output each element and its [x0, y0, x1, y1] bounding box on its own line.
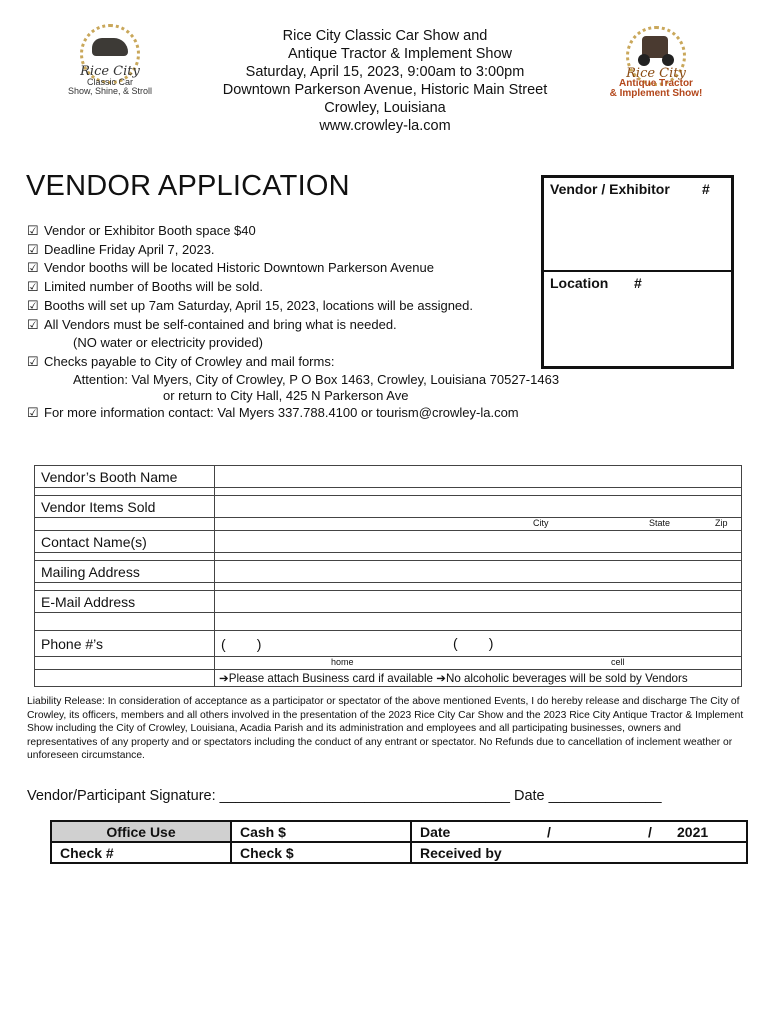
cell-caption: cell — [611, 657, 625, 667]
logo-script: Rice City — [626, 66, 686, 81]
checkbox-checked-icon: ☑ — [27, 279, 39, 295]
mailing-address-label: Mailing Address — [35, 561, 215, 583]
date-field[interactable] — [411, 821, 747, 842]
logo-subtitle: Classic Car — [86, 77, 133, 87]
location-number-field[interactable] — [544, 272, 731, 366]
cash-field[interactable]: Cash $ — [231, 821, 411, 842]
checkbox-checked-icon: ☑ — [27, 223, 39, 238]
location-hash: # — [634, 275, 642, 291]
list-item-text: Deadline Friday April 7, 2023. — [44, 241, 215, 257]
mailing-address-field[interactable] — [215, 561, 742, 583]
vendor-exhibitor-label: Vendor / Exhibitor — [550, 181, 670, 197]
check-amount-field[interactable]: Check $ — [231, 842, 411, 863]
email-label: E-Mail Address — [35, 591, 215, 613]
office-use-table — [50, 820, 748, 864]
list-item — [27, 297, 559, 316]
phone-label: Phone #’s — [35, 631, 215, 657]
location-label: Location — [550, 275, 609, 291]
list-item — [27, 278, 559, 297]
checkbox-checked-icon: ☑ — [27, 297, 39, 313]
list-item-text: For more information contact: Val Myers 337.788.4100 or tourism@crowley-la.com — [44, 404, 519, 420]
checkbox-checked-icon: ☑ — [27, 404, 39, 420]
checkbox-checked-icon: ☑ — [27, 260, 39, 276]
event-header — [190, 27, 580, 135]
city-caption: City — [533, 518, 549, 528]
logo-script: Rice City — [80, 64, 140, 79]
classic-car-icon — [92, 38, 128, 56]
mailing-address-field-extra[interactable] — [215, 583, 742, 591]
email-field[interactable] — [215, 591, 742, 613]
date-slash: / — [547, 824, 551, 840]
items-sold-field[interactable] — [215, 496, 742, 518]
home-phone-area-code[interactable]: ( ) — [221, 635, 262, 652]
booth-name-label: Vendor’s Booth Name — [35, 466, 215, 488]
date-year: 2021 — [677, 824, 709, 840]
list-item — [27, 259, 559, 278]
received-by-field[interactable]: Received by — [411, 842, 747, 863]
list-item-note: (NO water or electricity provided) — [73, 335, 263, 351]
header-line: Crowley, Louisiana — [324, 100, 446, 116]
vendor-hash: # — [702, 181, 710, 197]
vendor-location-box — [541, 175, 734, 369]
list-item — [27, 222, 559, 241]
logo-subtitle: Antique Tractor — [619, 78, 693, 89]
logo-subtitle: Show, Shine, & Stroll — [67, 86, 153, 96]
mailing-attention: Attention: Val Myers, City of Crowley, P O Box 1463, Crowley, Louisiana 70527-1463 — [73, 371, 560, 387]
items-sold-label: Vendor Items Sold — [35, 496, 215, 518]
check-number-field[interactable]: Check # — [51, 842, 231, 863]
page-title: VENDOR APPLICATION — [26, 170, 350, 202]
contact-label: Contact Name(s) — [35, 531, 215, 553]
city-state-zip-captions — [215, 518, 742, 531]
email-field-extra[interactable] — [215, 613, 742, 631]
vendor-info-list — [27, 222, 559, 422]
cell-phone-area-code[interactable]: ( ) — [453, 635, 494, 651]
header-line: Antique Tractor & Implement Show — [287, 46, 513, 62]
logo-subtitle: & Implement Show! — [609, 88, 703, 99]
office-use-header: Office Use — [51, 821, 231, 842]
header-line: Saturday, April 15, 2023, 9:00am to 3:00pm — [245, 64, 525, 80]
phone-captions — [215, 657, 742, 670]
list-item-text: Checks payable to City of Crowley and mail forms: — [44, 353, 335, 369]
wheel-icon — [638, 54, 650, 66]
list-item-text: Vendor booths will be located Historic Downtown Parkerson Avenue — [44, 260, 434, 276]
list-item — [27, 353, 559, 372]
zip-caption: Zip — [715, 518, 728, 528]
header-line: Downtown Parkerson Avenue, Historic Main Street — [222, 82, 548, 98]
date-label: Date — [420, 823, 451, 840]
list-item — [27, 404, 559, 423]
booth-name-field-extra[interactable] — [215, 488, 742, 496]
contact-field-extra[interactable] — [215, 553, 742, 561]
checkbox-checked-icon: ☑ — [27, 241, 39, 257]
form-note: ➔Please attach Business card if available ➔No alcoholic beverages will be sold by Vendors — [215, 670, 742, 687]
checkbox-checked-icon: ☑ — [27, 316, 39, 332]
checkbox-checked-icon: ☑ — [27, 353, 39, 369]
home-caption: home — [331, 657, 354, 667]
list-item-text: Vendor or Exhibitor Booth space $40 — [44, 223, 256, 238]
vendor-form-table — [34, 465, 742, 687]
booth-name-field[interactable] — [215, 466, 742, 488]
rice-city-car-show-logo — [62, 24, 158, 96]
date-slash: / — [648, 824, 652, 840]
header-line: Rice City Classic Car Show and — [282, 28, 488, 44]
phone-field[interactable] — [215, 631, 742, 657]
list-item-text: Limited number of Booths will be sold. — [44, 279, 263, 295]
state-caption: State — [649, 518, 671, 528]
signature-line[interactable]: Vendor/Participant Signature: ____________________________________ Date ______________ — [27, 788, 662, 804]
header-line: www.crowley-la.com — [319, 118, 451, 134]
list-item — [27, 316, 559, 335]
list-item-text: All Vendors must be self-contained and bring what is needed. — [44, 316, 397, 332]
rice-city-tractor-show-logo — [608, 26, 704, 98]
vendor-exhibitor-number-field[interactable] — [544, 178, 731, 272]
liability-release: Liability Release: In consideration of acceptance as a participator or spectator of the above mentioned Events, I do hereby release and discharge The City of Crowley, its officers, members and all others involved in the presentation of the 2023 Rice City Car Show and the 2023 Rice City Antique Tractor & Implement Show including the City of Crowley, Louisiana, Acadia Parish and its administration and employees and all participating businesses, owners and representatives of any property and or spectators including the conduct of any entrant or spectator. No Refunds due to cancellation of inclement weather or unforeseen circumstance. — [27, 696, 744, 761]
list-item — [27, 241, 559, 260]
list-item-text: Booths will set up 7am Saturday, April 15, 2023, locations will be assigned. — [44, 297, 473, 313]
mailing-return: or return to City Hall, 425 N Parkerson Ave — [163, 387, 409, 403]
contact-field[interactable] — [215, 531, 742, 553]
wheel-icon — [662, 54, 674, 66]
